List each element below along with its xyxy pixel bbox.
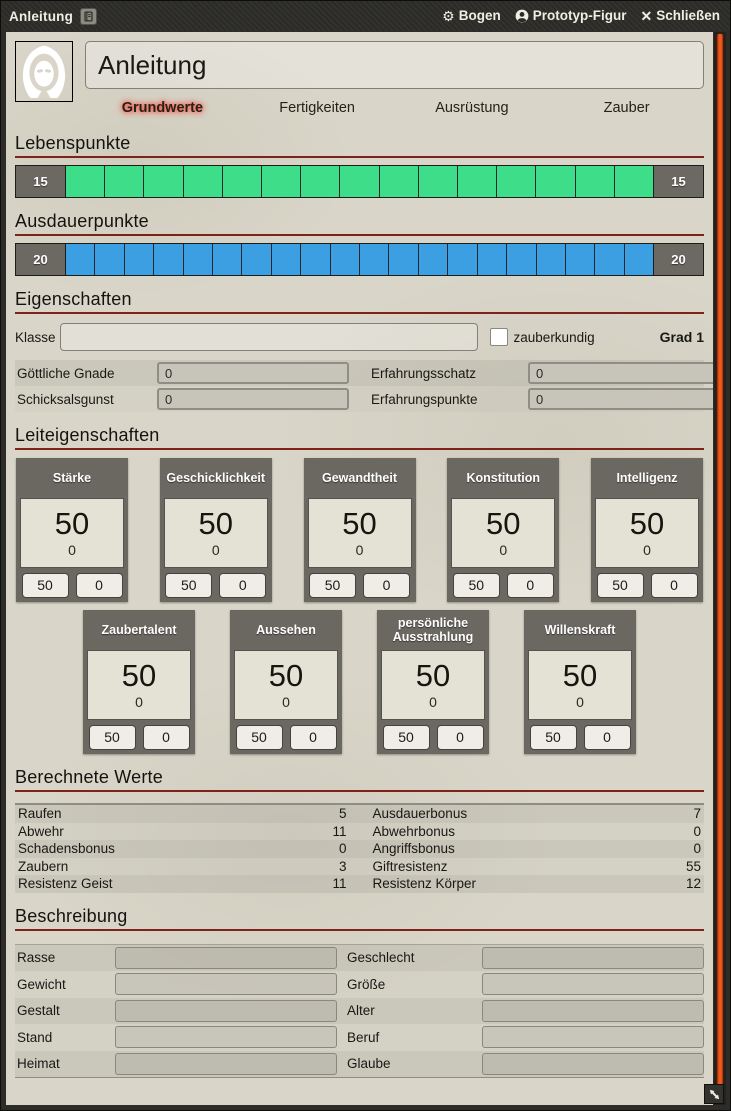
attribute-card [83, 610, 195, 754]
attribute-value: 50 [198, 505, 233, 541]
attribute-base-input[interactable] [597, 573, 644, 598]
attribute-bonus: 0 [429, 694, 437, 711]
computed-value: 55 [685, 858, 701, 874]
grad-value: Grad 1 [659, 329, 704, 345]
attribute-inputs [16, 568, 128, 602]
attribute-base-input[interactable] [22, 573, 69, 598]
klasse-row [15, 323, 704, 351]
description-label: Beruf [347, 1029, 380, 1045]
field-input-schicksalsgunst[interactable] [157, 388, 349, 410]
section-title-eigenschaften: Eigenschaften [15, 289, 704, 314]
description-input-gestalt[interactable] [115, 1000, 337, 1022]
zauberkundig-label: zauberkundig [513, 329, 595, 345]
section-title-lebenspunkte: Lebenspunkte [15, 133, 704, 158]
attribute-bonus: 0 [135, 694, 143, 711]
journal-icon [80, 8, 97, 25]
stamina-segment[interactable] [359, 244, 388, 275]
attribute-value-panel [234, 650, 338, 720]
attribute-mod-input[interactable] [76, 573, 123, 598]
description-label: Heimat [17, 1056, 60, 1072]
computed-pair [18, 824, 347, 839]
attribute-bonus: 0 [211, 542, 220, 559]
attribute-cards-row-1 [15, 458, 704, 602]
eigenschaften-row [15, 360, 704, 386]
attribute-card [447, 458, 559, 602]
attribute-mod-input[interactable] [584, 725, 631, 750]
header-fields [85, 41, 704, 120]
computed-value: 0 [338, 841, 347, 857]
attribute-name[interactable]: Intelligenz [616, 470, 678, 485]
attribute-mod-input[interactable] [507, 573, 554, 598]
computed-value: 5 [338, 806, 347, 822]
eigenschaften-grid [15, 360, 704, 412]
stamina-segments [66, 244, 653, 275]
attribute-value-panel [20, 498, 124, 568]
attribute-value-panel [308, 498, 412, 568]
section-title-berechnete-werte: Berechnete Werte [15, 767, 704, 792]
computed-pair [373, 876, 702, 891]
field-input-gttlichegnade[interactable] [157, 362, 349, 384]
attribute-base-input[interactable] [165, 573, 212, 598]
attribute-value: 50 [54, 505, 90, 541]
computed-pair [373, 841, 702, 856]
titlebar-button-prototypfigur[interactable] [515, 8, 627, 23]
stamina-segment[interactable] [300, 244, 329, 275]
titlebar-button-schlieen[interactable] [640, 8, 720, 23]
attribute-inputs [591, 568, 703, 602]
description-input-gre[interactable] [482, 973, 704, 995]
computed-pair [373, 806, 702, 821]
tab-grundwerte[interactable]: Grundwerte [121, 100, 204, 116]
description-input-stand[interactable] [115, 1026, 337, 1048]
stamina-segment[interactable] [536, 244, 565, 275]
computed-value: 11 [332, 823, 347, 839]
health-segment[interactable] [535, 166, 574, 197]
description-input-rasse[interactable] [115, 947, 337, 969]
attribute-value-panel [164, 498, 268, 568]
character-name-input[interactable] [85, 41, 704, 89]
tab-ausrüstung[interactable]: Ausrüstung [435, 100, 509, 116]
computed-value: 7 [693, 806, 701, 822]
description-row [15, 945, 704, 972]
section-title-ausdauerpunkte: Ausdauerpunkte [15, 211, 704, 236]
attribute-bonus: 0 [576, 694, 584, 711]
attribute-mod-input[interactable] [437, 725, 484, 750]
computed-label: Abwehr [18, 823, 64, 839]
health-segment[interactable] [457, 166, 496, 197]
attribute-bonus: 0 [282, 694, 290, 711]
attribute-card [230, 610, 342, 754]
health-segment[interactable] [614, 166, 653, 197]
field-input-erfahrungsschatz[interactable] [528, 362, 713, 384]
attribute-value: 50 [415, 657, 451, 693]
computed-row [15, 875, 704, 893]
stamina-segment[interactable] [124, 244, 153, 275]
attribute-inputs [377, 720, 489, 754]
computed-label: Raufen [18, 806, 62, 822]
description-table [15, 944, 704, 1079]
attribute-name[interactable]: Aussehen [256, 622, 316, 637]
description-input-heimat[interactable] [115, 1053, 337, 1075]
description-label: Gewicht [17, 976, 66, 992]
field-label: Erfahrungsschatz [371, 365, 477, 381]
scrollbar-thumb[interactable] [716, 33, 724, 1104]
attribute-value: 50 [268, 657, 304, 693]
health-segment[interactable] [300, 166, 339, 197]
computed-label: Resistenz Körper [372, 876, 477, 892]
attribute-value-panel [381, 650, 485, 720]
attribute-bonus: 0 [68, 542, 76, 559]
attribute-inputs [447, 568, 559, 602]
attribute-name[interactable]: Willenskraft [544, 622, 616, 637]
health-segment[interactable] [66, 166, 104, 197]
description-row [15, 1024, 704, 1051]
attribute-base-input[interactable] [383, 725, 430, 750]
character-portrait[interactable] [15, 41, 73, 102]
stamina-segment[interactable] [183, 244, 212, 275]
titlebar-button-label: Prototyp-Figur [532, 8, 627, 24]
description-row [15, 1051, 704, 1078]
attribute-card [524, 610, 636, 754]
computed-value: 3 [338, 858, 347, 874]
attribute-name[interactable]: persönliche Ausstrahlung [392, 615, 474, 644]
attribute-inputs [160, 568, 272, 602]
titlebar-button-label: Schließen [656, 8, 720, 24]
attribute-card [591, 458, 703, 602]
health-segments [66, 166, 653, 197]
attribute-cards-row-2 [15, 610, 704, 754]
attribute-mod-input[interactable] [290, 725, 337, 750]
stamina-segment[interactable] [94, 244, 123, 275]
health-segment[interactable] [183, 166, 222, 197]
attribute-value: 50 [562, 657, 598, 693]
scrollbar-track [714, 32, 726, 1105]
attribute-card [304, 458, 416, 602]
field-label: Erfahrungspunkte [371, 391, 478, 407]
health-max-value[interactable]: 15 [653, 166, 703, 197]
section-title-beschreibung: Beschreibung [15, 906, 704, 931]
health-segment[interactable] [418, 166, 457, 197]
description-label: Glaube [347, 1056, 391, 1072]
stamina-segment[interactable] [271, 244, 300, 275]
window-titlebar[interactable] [1, 1, 730, 31]
description-label: Geschlecht [347, 950, 415, 966]
health-segment[interactable] [339, 166, 378, 197]
computed-label: Ausdauerbonus [372, 806, 468, 822]
close-icon: ✕ [640, 7, 653, 24]
titlebar-button-bogen[interactable] [442, 8, 501, 23]
computed-label: Schadensbonus [18, 841, 115, 857]
attribute-base-input[interactable] [309, 573, 356, 598]
attribute-base-input[interactable] [236, 725, 283, 750]
stamina-segment[interactable] [506, 244, 535, 275]
stamina-segment[interactable] [624, 244, 653, 275]
resize-handle-icon[interactable] [704, 1084, 724, 1104]
field-input-erfahrungspunkte[interactable] [528, 388, 713, 410]
computed-label: Resistenz Geist [18, 876, 113, 892]
attribute-card [16, 458, 128, 602]
description-row [15, 971, 704, 998]
attribute-mod-input[interactable] [219, 573, 266, 598]
computed-pair [18, 806, 347, 821]
tab-zauber[interactable]: Zauber [603, 100, 650, 116]
tab-bar [85, 96, 704, 120]
description-label: Rasse [17, 950, 56, 966]
attribute-value: 50 [629, 505, 665, 541]
attribute-inputs [83, 720, 195, 754]
description-label: Alter [347, 1003, 375, 1019]
attribute-value-panel [595, 498, 699, 568]
computed-pair [18, 876, 347, 891]
description-label: Gestalt [17, 1003, 60, 1019]
stamina-segment[interactable] [418, 244, 447, 275]
stamina-segment[interactable] [565, 244, 594, 275]
stamina-segment[interactable] [212, 244, 241, 275]
computed-pair [18, 859, 347, 874]
description-input-alter[interactable] [482, 1000, 704, 1022]
stamina-max-value[interactable]: 20 [653, 244, 703, 275]
stamina-segment[interactable] [66, 244, 94, 275]
attribute-name[interactable]: Gewandtheit [321, 470, 397, 485]
computed-values-table [15, 803, 704, 893]
health-segment[interactable] [261, 166, 300, 197]
attribute-value-panel [87, 650, 191, 720]
description-label: Stand [17, 1029, 53, 1045]
stamina-segment[interactable] [241, 244, 270, 275]
description-input-beruf[interactable] [482, 1026, 704, 1048]
attribute-name[interactable]: Konstitution [466, 470, 541, 485]
health-bar [15, 165, 704, 198]
titlebar-button-label: Bogen [458, 8, 501, 24]
tab-fertigkeiten[interactable]: Fertigkeiten [279, 100, 355, 116]
computed-label: Abwehrbonus [372, 823, 456, 839]
attribute-bonus: 0 [643, 542, 651, 559]
attribute-base-input[interactable] [453, 573, 500, 598]
attribute-mod-input[interactable] [651, 573, 698, 598]
sheet-header [15, 41, 704, 120]
stamina-segment[interactable] [447, 244, 476, 275]
attribute-mod-input[interactable] [363, 573, 410, 598]
computed-pair [373, 824, 702, 839]
health-segment[interactable] [379, 166, 418, 197]
klasse-label: Klasse [15, 329, 56, 345]
health-segment[interactable] [222, 166, 261, 197]
description-input-glaube[interactable] [482, 1053, 704, 1075]
section-title-leiteigenschaften: Leiteigenschaften [15, 425, 704, 450]
user-icon [515, 9, 529, 23]
field-label: Schicksalsgunst [17, 391, 114, 407]
computed-value: 0 [693, 823, 701, 839]
computed-label: Giftresistenz [372, 858, 448, 874]
attribute-name[interactable]: Stärke [52, 470, 92, 485]
attribute-inputs [304, 568, 416, 602]
computed-pair [18, 841, 347, 856]
stamina-segment[interactable] [153, 244, 182, 275]
eigenschaften-row [15, 386, 704, 412]
computed-row [15, 840, 704, 858]
stamina-bar [15, 243, 704, 276]
klasse-input[interactable] [60, 323, 478, 351]
attribute-base-input[interactable] [89, 725, 136, 750]
gear-icon: ⚙ [442, 7, 455, 24]
health-segment[interactable] [104, 166, 143, 197]
attribute-mod-input[interactable] [143, 725, 190, 750]
attribute-card [377, 610, 489, 754]
attribute-value: 50 [121, 657, 157, 693]
computed-row [15, 858, 704, 876]
attribute-bonus: 0 [499, 542, 508, 559]
computed-row [15, 823, 704, 841]
description-input-gewicht[interactable] [115, 973, 337, 995]
description-row [15, 998, 704, 1025]
attribute-name[interactable]: Zaubertalent [101, 622, 177, 637]
stamina-segment[interactable] [388, 244, 417, 275]
attribute-value-panel [451, 498, 555, 568]
health-segment[interactable] [575, 166, 614, 197]
stamina-segment[interactable] [594, 244, 623, 275]
stamina-current-value[interactable]: 20 [16, 244, 66, 275]
stamina-segment[interactable] [330, 244, 359, 275]
computed-value: 12 [685, 876, 701, 892]
computed-pair [373, 859, 702, 874]
attribute-name[interactable]: Geschicklichkeit [166, 470, 266, 485]
field-label: Göttliche Gnade [17, 365, 115, 381]
computed-row [15, 805, 704, 823]
sheet-body [6, 32, 713, 1105]
description-input-geschlecht[interactable] [482, 947, 704, 969]
health-segment[interactable] [143, 166, 182, 197]
description-label: Größe [347, 976, 386, 992]
attribute-value: 50 [342, 505, 377, 541]
window-title: Anleitung [9, 8, 74, 24]
health-segment[interactable] [496, 166, 535, 197]
computed-value: 11 [332, 876, 347, 892]
attribute-inputs [230, 720, 342, 754]
attribute-base-input[interactable] [530, 725, 577, 750]
computed-label: Zaubern [18, 858, 69, 874]
stamina-segment[interactable] [477, 244, 506, 275]
attribute-bonus: 0 [355, 542, 364, 559]
attribute-value-panel [528, 650, 632, 720]
attribute-card [160, 458, 272, 602]
attribute-value: 50 [486, 505, 521, 541]
zauberkundig-checkbox[interactable] [490, 328, 508, 346]
computed-value: 0 [693, 841, 701, 857]
health-current-value[interactable]: 15 [16, 166, 66, 197]
computed-label: Angriffsbonus [372, 841, 455, 857]
attribute-inputs [524, 720, 636, 754]
